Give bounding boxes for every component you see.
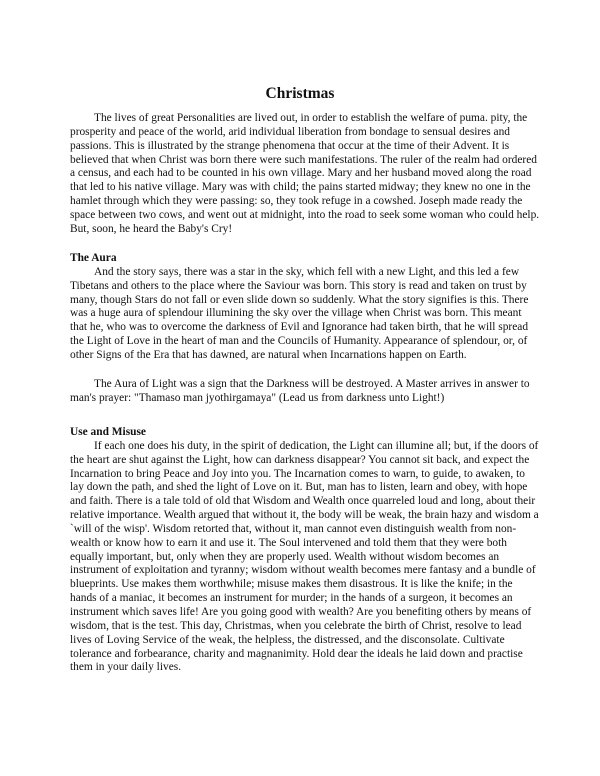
aura-light-paragraph: The Aura of Light was a sign that the Darkness will be destroyed. A Master arrives in answer to man's prayer: "Thamaso man jyothirgamaya" (Lead us from darkness unto Light!) — [70, 378, 530, 404]
aura-section — [70, 252, 540, 363]
use-misuse-heading: Use and Misuse — [70, 426, 146, 438]
page-title: Christmas — [265, 85, 335, 102]
use-misuse-section — [70, 426, 540, 675]
intro-section — [70, 112, 540, 237]
aura-light-section — [70, 378, 540, 406]
intro-paragraph: The lives of great Personalities are lived out, in order to establish the welfare of puma. pity, the prosperity and peace of the world, arid individual liberation from bondage to sensual desires and passions. This is illustrated by the strange phenomena that occur at the time of their Advent. It is believed that when Christ was born there were such manifestations. The ruler of the realm had ordered a census, and each had to be counted in his own village. Mary and her husband moved along the road that led to his native village. Mary was with child; the pains started midway; they knew no one in the hamlet through which they were passing: so, they took refuge in a cowshed. Joseph made ready the space between two cows, and went out at midnight, into the road to seek some woman who could help. But, soon, he heard the Baby's Cry! — [70, 112, 540, 235]
aura-paragraph: And the story says, there was a star in the sky, which fell with a new Light, and this led a few Tibetans and others to the place where the Saviour was born. This story is read and taken on trust by many, though Stars do not fall or even slide down so suddenly. What the story signifies is this. There was a huge aura of splendour illumining the sky over the village when Christ was born. This meant that he, who was to overcome the darkness of Evil and Ignorance had taken birth, that he will spread the Light of Love in the heart of man and the Councils of Humanity. Appearance of splendour, or, of other Signs of the Era that has dawned, are natural when Incarnations happen on Earth. — [70, 265, 529, 361]
aura-heading: The Aura — [70, 252, 117, 264]
use-misuse-paragraph: If each one does his duty, in the spirit of dedication, the Light can illumine all; but, if the doors of the heart are shut against the Light, how can darkness disappear? You cannot sit back, and expect the Incarnation to bring Peace and Joy into you. The Incarnation comes to warn, to guide, to awaken, to lay down the path, and shed the light of Love on it. But, man has to listen, learn and obey, with hope and faith. There is a tale told of old that Wisdom and Wealth once quarreled loud and long, about their relative importance. Wealth argued that without it, the body will be weak, the brain hazy and wisdom a `will of the wisp'. Wisdom retorted that, without it, man cannot even distinguish wealth from non-wealth or know how to earn it and use it. The Soul intervened and told them that they were both equally important, but, only when they are properly used. Wealth without wisdom becomes an instrument of exploitation and tyranny; wisdom without wealth becomes mere fantasy and a bundle of blueprints. Use makes them worthwhile; misuse makes them disastrous. It is like the knife; in the hands of a maniac, it becomes an instrument for murder; in the hands of a surgeon, it becomes an instrument which saves life! Are you going good with wealth? Are you benefiting others by means of wisdom, that is the test. This day, Christmas, when you celebrate the birth of Christ, resolve to lead lives of Loving Service of the weak, the helpless, the distressed, and the disconsolate. Cultivate tolerance and forbearance, charity and magnanimity. Hold dear the ideals he laid down and practise them in your daily lives. — [70, 439, 539, 674]
